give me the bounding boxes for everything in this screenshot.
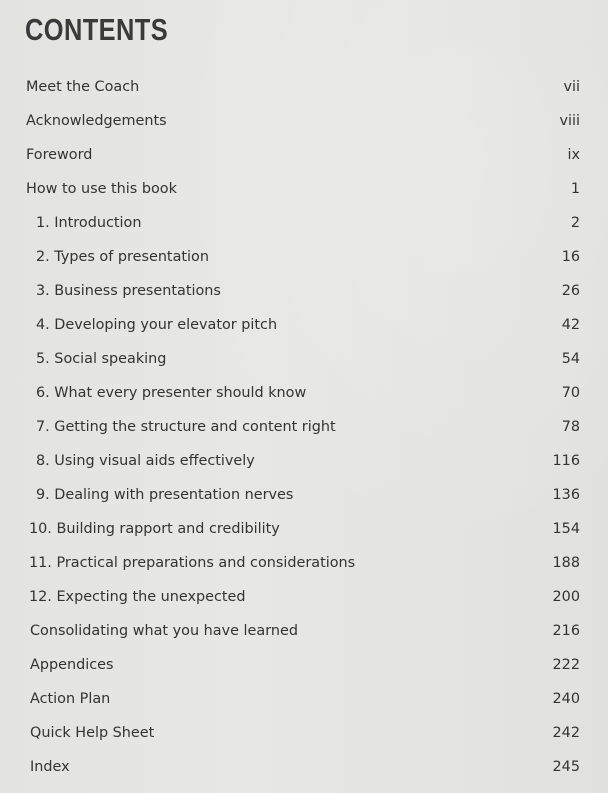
toc-item-action-plan — [0, 682, 608, 716]
toc-item-page: 245 — [552, 759, 580, 775]
toc-item-title: 11. Practical preparations and considerations — [29, 555, 356, 571]
toc-item-index — [0, 750, 608, 784]
toc-chapter-10 — [0, 512, 608, 546]
toc-item-title: 2. Types of presentation — [36, 249, 209, 265]
toc-chapter-5 — [0, 342, 608, 376]
toc-item-page: 136 — [552, 487, 580, 503]
toc-chapter-3 — [0, 274, 608, 308]
toc-chapter-8 — [0, 444, 608, 478]
toc-item-page: 216 — [552, 623, 580, 639]
toc-item-page: 26 — [561, 283, 580, 299]
toc-chapter-7 — [0, 410, 608, 444]
toc-item-title: 5. Social speaking — [36, 351, 167, 367]
toc-item-page: viii — [559, 113, 580, 129]
toc-item-page: 54 — [561, 351, 580, 367]
toc-item-page: 70 — [561, 385, 580, 401]
toc-item-page: 16 — [561, 249, 580, 265]
toc-item-consolidating — [0, 614, 608, 648]
toc-item-acknowledgements — [0, 104, 608, 138]
toc-chapter-4 — [0, 308, 608, 342]
toc-item-page: 242 — [552, 725, 580, 741]
toc-item-title: 8. Using visual aids effectively — [36, 453, 255, 469]
toc-item-title: Foreword — [26, 147, 93, 163]
toc-item-page: vii — [563, 79, 580, 95]
toc-item-foreword — [0, 138, 608, 172]
toc-item-appendices — [0, 648, 608, 682]
toc-item-title: 4. Developing your elevator pitch — [36, 317, 278, 333]
toc-item-title: 9. Dealing with presentation nerves — [36, 487, 294, 503]
toc-item-title: Meet the Coach — [26, 79, 140, 95]
toc-chapter-1 — [0, 206, 608, 240]
toc-chapter-9 — [0, 478, 608, 512]
toc-item-title: Index — [30, 759, 70, 775]
toc-item-page: 1 — [570, 181, 580, 197]
toc-item-page: 42 — [561, 317, 580, 333]
toc-item-title: Appendices — [30, 657, 114, 673]
toc-item-title: 12. Expecting the unexpected — [29, 589, 246, 605]
toc-item-page: 200 — [552, 589, 580, 605]
toc-item-how-to-use — [0, 172, 608, 206]
toc-item-title: Quick Help Sheet — [30, 725, 155, 741]
toc-item-page: 2 — [570, 215, 580, 231]
table-of-contents — [0, 70, 608, 784]
toc-item-title: 10. Building rapport and credibility — [29, 521, 280, 537]
toc-item-title: 7. Getting the structure and content right — [36, 419, 336, 435]
toc-chapter-6 — [0, 376, 608, 410]
page-title: CONTENTS — [25, 12, 169, 47]
toc-item-title: Consolidating what you have learned — [30, 623, 298, 639]
toc-item-quick-help-sheet — [0, 716, 608, 750]
toc-item-page: ix — [567, 147, 580, 163]
toc-item-title: 6. What every presenter should know — [36, 385, 307, 401]
toc-item-meet-the-coach — [0, 70, 608, 104]
toc-item-page: 240 — [552, 691, 580, 707]
toc-item-page: 154 — [552, 521, 580, 537]
toc-item-title: How to use this book — [26, 181, 177, 197]
toc-item-page: 116 — [552, 453, 580, 469]
toc-item-page: 188 — [552, 555, 580, 571]
toc-item-page: 78 — [561, 419, 580, 435]
toc-item-title: Action Plan — [30, 691, 111, 707]
toc-item-title: 1. Introduction — [36, 215, 142, 231]
toc-chapter-12 — [0, 580, 608, 614]
toc-item-title: 3. Business presentations — [36, 283, 221, 299]
toc-item-title: Acknowledgements — [26, 113, 167, 129]
toc-chapter-2 — [0, 240, 608, 274]
toc-chapter-11 — [0, 546, 608, 580]
toc-item-page: 222 — [552, 657, 580, 673]
